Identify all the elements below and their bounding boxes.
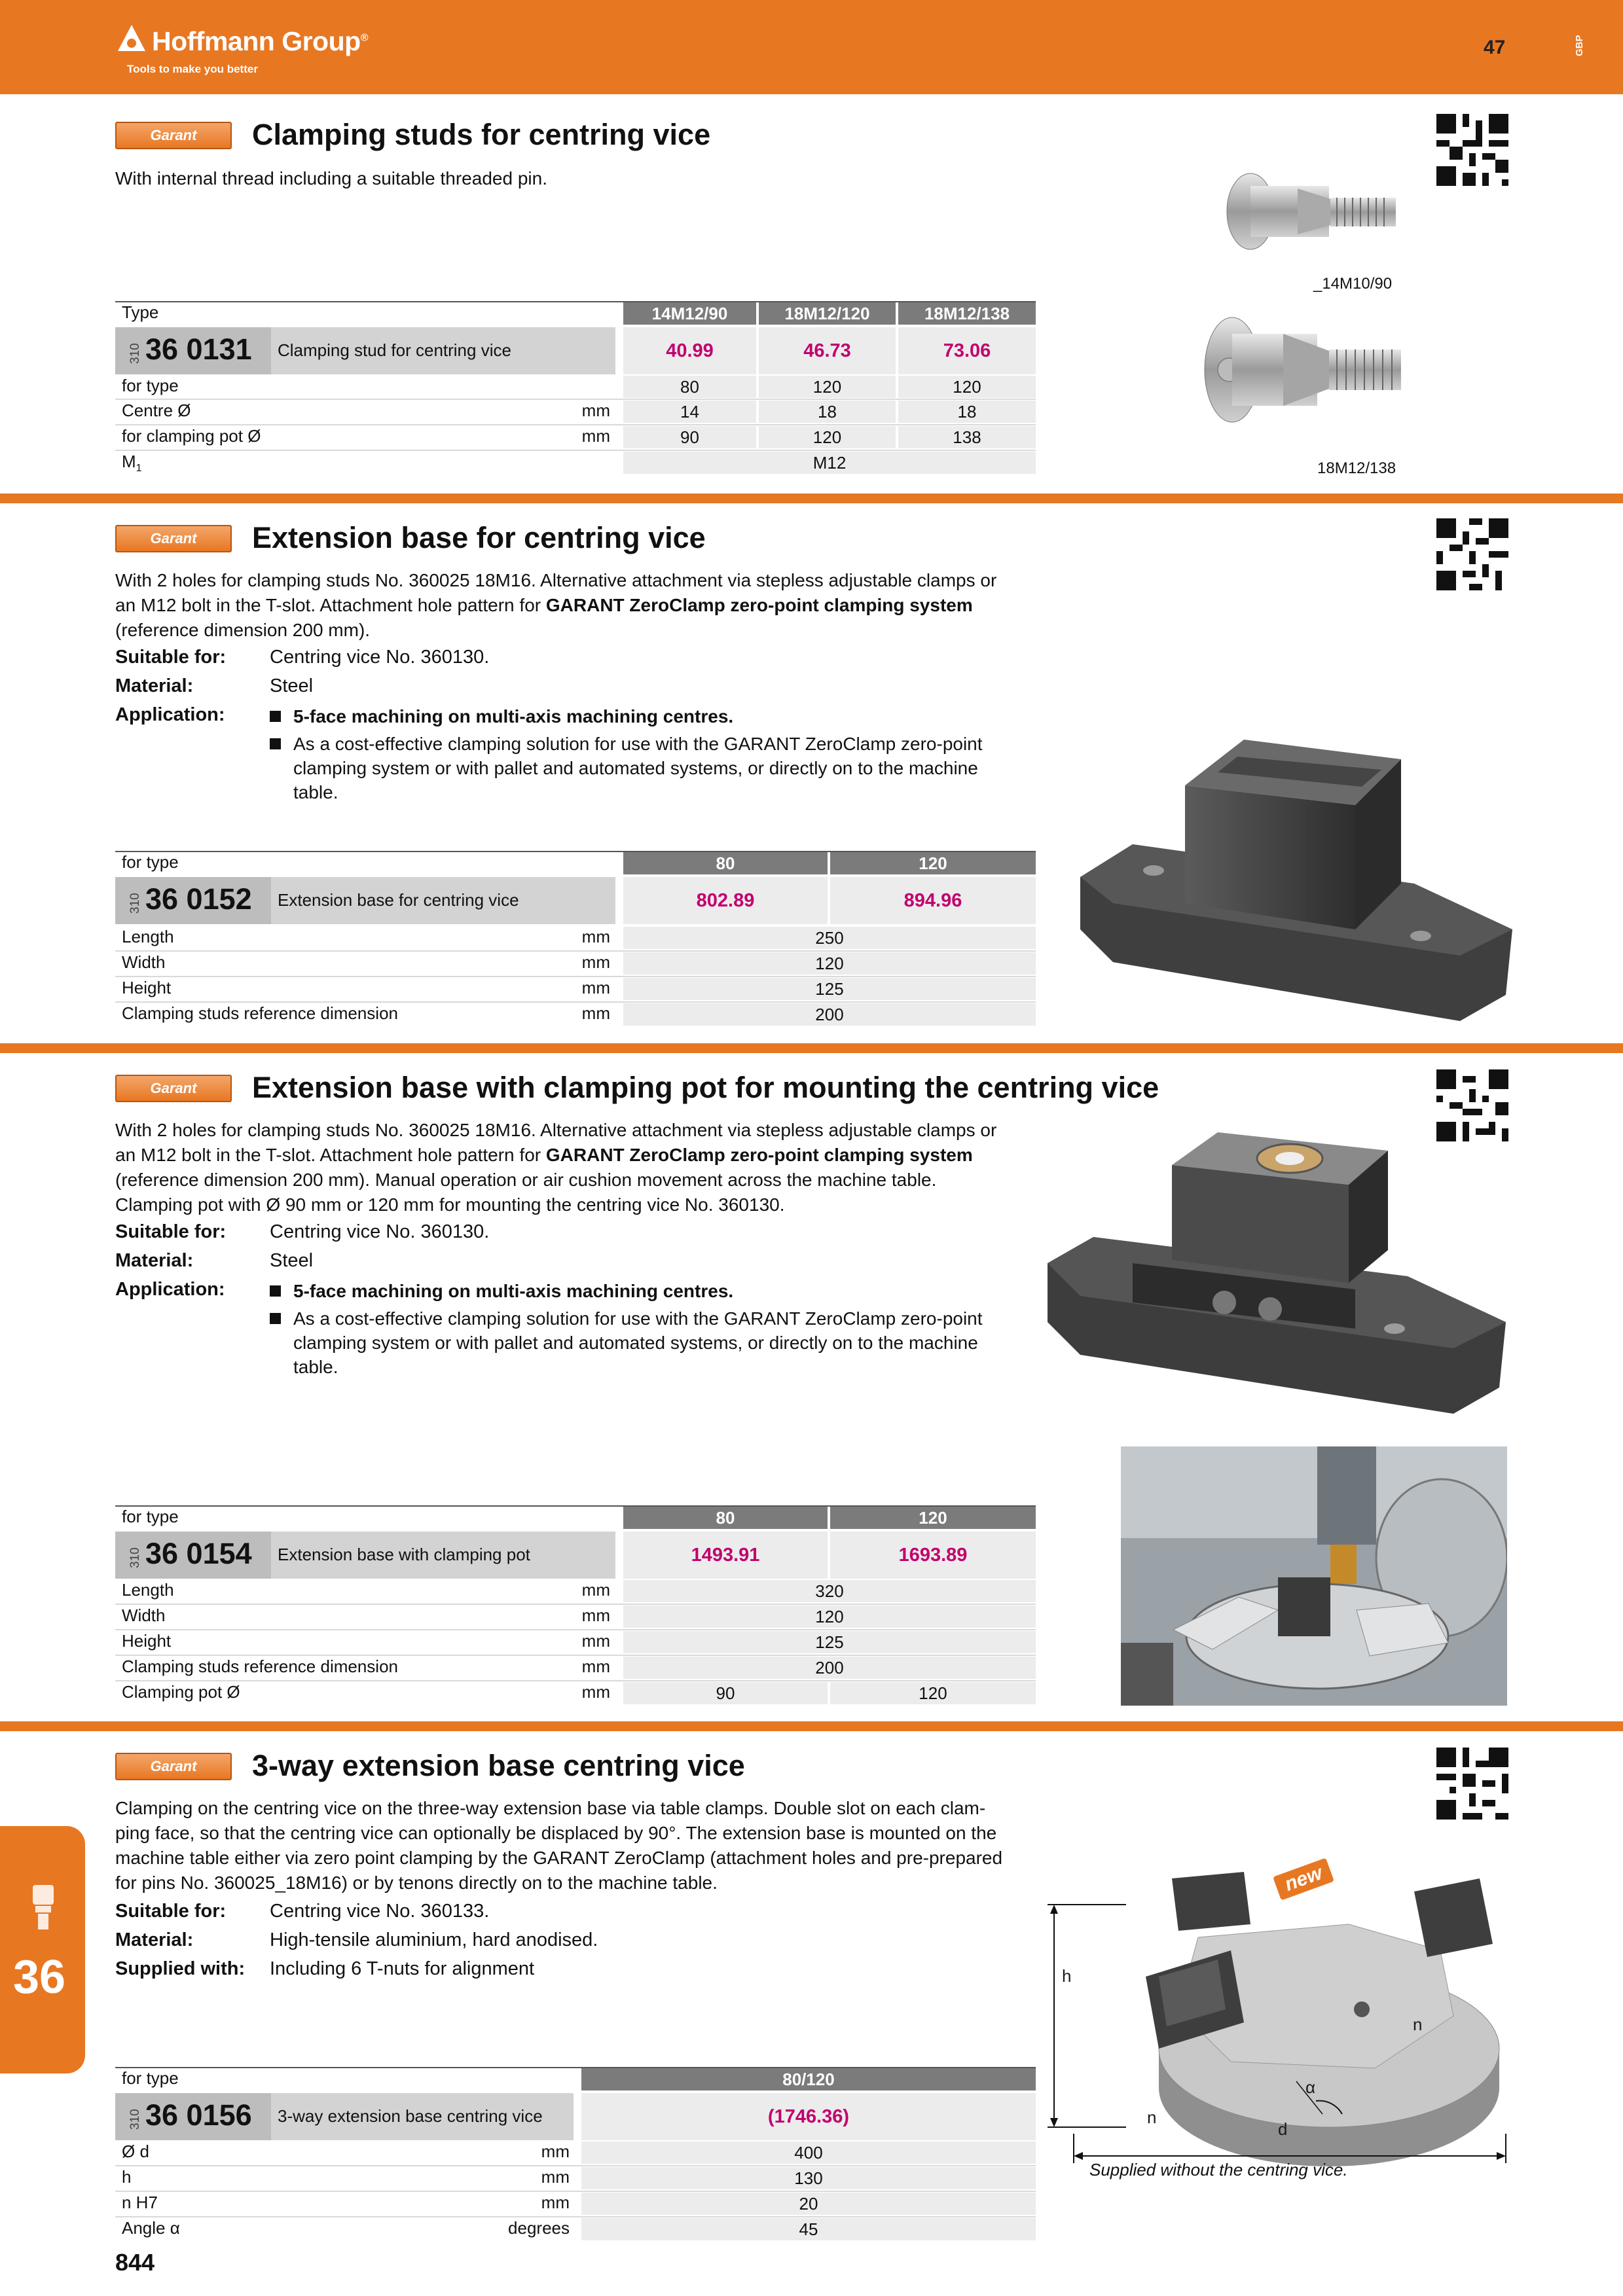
three-way-base-diagram bbox=[1034, 1852, 1519, 2193]
spec-key: Supplied with: bbox=[115, 1958, 246, 1979]
article-prefix: 310 bbox=[128, 2109, 142, 2130]
cell-value: 120 bbox=[898, 376, 1036, 398]
row-label: Height bbox=[122, 1631, 172, 1651]
section-description: With internal thread including a suitable threaded pin. bbox=[115, 168, 547, 188]
row-unit: mm bbox=[581, 1003, 610, 1023]
chapter-tab[interactable] bbox=[0, 1826, 85, 2073]
column-header: 80 bbox=[623, 852, 828, 874]
image-label: _14M10/90 bbox=[1313, 275, 1393, 293]
section-divider bbox=[0, 493, 1623, 503]
spec-value: Steel bbox=[270, 1250, 314, 1271]
row-divider bbox=[115, 399, 1036, 400]
row-label: Height bbox=[122, 978, 172, 997]
footer-page-number: 844 bbox=[115, 2249, 155, 2276]
spec-key: Material: bbox=[115, 675, 194, 696]
cell-value: 400 bbox=[581, 2142, 1036, 2164]
price-cell: 1493.91 bbox=[623, 1532, 828, 1579]
section-title: Clamping studs for centring vice bbox=[252, 118, 711, 151]
table-type-label: for type bbox=[122, 2068, 179, 2088]
table-type-label: Type bbox=[122, 302, 159, 322]
garant-badge: Garant bbox=[115, 1753, 232, 1780]
price-cell: 40.99 bbox=[623, 327, 756, 374]
image-caption: Supplied without the centring vice. bbox=[1089, 2160, 1348, 2179]
row-divider bbox=[115, 976, 1036, 977]
row-unit: mm bbox=[581, 927, 610, 946]
row-label: Clamping studs reference dimension bbox=[122, 1657, 398, 1676]
spec-key: Material: bbox=[115, 1250, 194, 1271]
row-divider bbox=[115, 2165, 1036, 2166]
column-header: 14M12/90 bbox=[623, 302, 756, 325]
cell-value: 45 bbox=[581, 2218, 1036, 2240]
section-description: With 2 holes for clamping studs No. 360025 18M16. Alternative attachment via stepless adjustable clamps or an M12 bolt in the T-slot. Attachment hole pattern for GARANT ZeroClamp zero-point clamping system (reference dimension 200 mm). Manual operation or air cushion movement across the machine table. Clamping pot with Ø 90 mm or 120 mm for mounting the centring vice No. 360130. bbox=[115, 1120, 997, 1215]
cell-value: 125 bbox=[623, 1631, 1036, 1653]
section-title: Extension base for centring vice bbox=[252, 521, 706, 554]
clamping-stud-image bbox=[1198, 308, 1414, 432]
cell-value: 320 bbox=[623, 1580, 1036, 1602]
column-header: 120 bbox=[830, 852, 1036, 874]
row-unit: mm bbox=[581, 426, 610, 446]
cell-value: 90 bbox=[623, 1682, 828, 1704]
dim-label-alpha: α bbox=[1305, 2077, 1316, 2097]
row-label: h bbox=[122, 2167, 132, 2187]
extension-base-clamping-pot-image bbox=[1041, 1113, 1512, 1427]
price-cell: 1693.89 bbox=[830, 1532, 1036, 1579]
row-divider bbox=[115, 450, 1036, 451]
row-divider bbox=[115, 424, 1036, 425]
qr-code-icon[interactable] bbox=[1436, 1748, 1508, 1820]
qr-code-icon[interactable] bbox=[1436, 114, 1508, 186]
row-label: Width bbox=[122, 952, 166, 972]
article-prefix: 310 bbox=[128, 893, 142, 914]
price-cell: 802.89 bbox=[623, 877, 828, 924]
section-description: Clamping on the centring vice on the three-way extension base via table clamps. Double slot on each clam- ping face, so that the centring vice can optionally be displaced by 90°. The extension base is mounted on the machine table either via zero point clamping by the GARANT ZeroClamp (attachment holes and pre-prepared for pins No. 360025_18M16) or by tenons directly on to the machine table. bbox=[115, 1798, 1003, 1893]
row-unit: mm bbox=[541, 2142, 570, 2161]
spec-value: Centring vice No. 360130. bbox=[270, 647, 490, 668]
section-divider bbox=[0, 1721, 1623, 1731]
row-divider bbox=[115, 2191, 1036, 2192]
row-unit: mm bbox=[541, 2193, 570, 2212]
article-description: Clamping stud for centring vice bbox=[278, 340, 511, 360]
bullet-item: As a cost-effective clamping solution for use with the GARANT ZeroClamp zero-point clamping system or with pallet and automated systems, or directly on to the machine table. bbox=[270, 1306, 1042, 1379]
table-type-label: for type bbox=[122, 1507, 179, 1526]
dim-label-n: n bbox=[1413, 2015, 1423, 2034]
row-divider bbox=[115, 1001, 1036, 1003]
cell-value: 90 bbox=[623, 426, 756, 448]
spec-key: Material: bbox=[115, 1929, 194, 1950]
article-description: Extension base for centring vice bbox=[278, 890, 519, 910]
dim-label-d: d bbox=[1278, 2119, 1288, 2139]
row-unit: mm bbox=[541, 2167, 570, 2187]
row-label: Centre Ø bbox=[122, 401, 191, 420]
dim-label-n: n bbox=[1147, 2108, 1157, 2127]
machining-centre-photo bbox=[1121, 1446, 1507, 1706]
row-divider bbox=[115, 1680, 1036, 1681]
column-header: 80 bbox=[623, 1507, 828, 1529]
spec-key: Application: bbox=[115, 704, 225, 725]
spec-value: High-tensile aluminium, hard anodised. bbox=[270, 1929, 598, 1950]
cell-value: 130 bbox=[581, 2167, 1036, 2189]
row-unit: mm bbox=[581, 1605, 610, 1625]
section-divider bbox=[0, 1043, 1623, 1053]
cell-value: 18 bbox=[898, 401, 1036, 423]
cell-value: 200 bbox=[623, 1003, 1036, 1026]
article-prefix: 310 bbox=[128, 343, 142, 364]
brand-name: Hoffmann Group® bbox=[152, 26, 368, 56]
column-header: 18M12/120 bbox=[759, 302, 896, 325]
article-prefix: 310 bbox=[128, 1547, 142, 1568]
column-header: 18M12/138 bbox=[898, 302, 1036, 325]
row-unit: mm bbox=[581, 1631, 610, 1651]
row-label: for clamping pot Ø bbox=[122, 426, 261, 446]
price-cell: 46.73 bbox=[759, 327, 896, 374]
spec-key: Application: bbox=[115, 1279, 225, 1300]
price-cell: (1746.36) bbox=[581, 2093, 1036, 2140]
section-title: Extension base with clamping pot for mounting the centring vice bbox=[252, 1071, 1159, 1104]
row-label: Angle α bbox=[122, 2218, 180, 2238]
spec-key: Suitable for: bbox=[115, 647, 227, 668]
cell-value: 120 bbox=[623, 952, 1036, 975]
cell-value: 250 bbox=[623, 927, 1036, 949]
row-label: n H7 bbox=[122, 2193, 158, 2212]
garant-badge: Garant bbox=[115, 122, 232, 149]
table-type-label: for type bbox=[122, 852, 179, 872]
bullet-item: 5-face machining on multi-axis machining centres. bbox=[270, 1279, 1042, 1303]
cell-value: 80 bbox=[623, 376, 756, 398]
cell-value: 120 bbox=[759, 426, 896, 448]
cell-value: 20 bbox=[581, 2193, 1036, 2215]
section-title: 3-way extension base centring vice bbox=[252, 1749, 745, 1782]
bullet-icon bbox=[270, 1285, 281, 1297]
bullet-icon bbox=[270, 711, 281, 722]
cell-value: 18 bbox=[759, 401, 896, 423]
row-label: Length bbox=[122, 927, 174, 946]
row-label: Length bbox=[122, 1580, 174, 1600]
row-unit: mm bbox=[581, 401, 610, 420]
spec-key: Suitable for: bbox=[115, 1221, 227, 1242]
spec-value: Centring vice No. 360130. bbox=[270, 1221, 490, 1242]
clamping-stud-image bbox=[1219, 169, 1415, 254]
column-header: 80/120 bbox=[581, 2068, 1036, 2090]
spec-value: Centring vice No. 360133. bbox=[270, 1901, 490, 1922]
chuck-icon bbox=[29, 1885, 58, 1931]
bullet-icon bbox=[270, 1313, 281, 1324]
row-label: Clamping studs reference dimension bbox=[122, 1003, 398, 1023]
article-number: 36 0152 bbox=[145, 882, 252, 916]
cell-value: 14 bbox=[623, 401, 756, 423]
row-divider bbox=[115, 950, 1036, 952]
new-badge: new bbox=[1273, 1857, 1334, 1900]
garant-badge: Garant bbox=[115, 525, 232, 552]
bullet-icon bbox=[270, 738, 281, 749]
row-label: Width bbox=[122, 1605, 166, 1625]
cell-value: 125 bbox=[623, 978, 1036, 1000]
row-label: $M_1$ bbox=[122, 452, 142, 475]
row-label: Clamping pot Ø bbox=[122, 1682, 240, 1702]
image-label: 18M12/138 bbox=[1317, 459, 1396, 477]
qr-code-icon[interactable] bbox=[1436, 518, 1508, 590]
row-divider bbox=[115, 1629, 1036, 1630]
article-number: 36 0154 bbox=[145, 1537, 252, 1570]
cell-value: 200 bbox=[623, 1657, 1036, 1679]
spec-value: Including 6 T-nuts for alignment bbox=[270, 1958, 535, 1979]
spec-value: Steel bbox=[270, 675, 314, 696]
row-unit: degrees bbox=[508, 2218, 570, 2238]
chapter-number: 36 bbox=[13, 1951, 66, 2003]
extension-base-image bbox=[1074, 713, 1519, 1028]
article-number: 36 0156 bbox=[145, 2098, 252, 2132]
cell-value: 138 bbox=[898, 426, 1036, 448]
row-divider bbox=[115, 1604, 1036, 1605]
row-divider bbox=[115, 1655, 1036, 1656]
cell-value: M12 bbox=[623, 452, 1036, 474]
row-unit: mm bbox=[581, 1580, 610, 1600]
row-unit: mm bbox=[581, 952, 610, 972]
row-label: Ø d bbox=[122, 2142, 149, 2161]
article-number: 36 0131 bbox=[145, 332, 252, 366]
bullet-item: 5-face machining on multi-axis machining centres. bbox=[270, 704, 1042, 728]
cell-value: 120 bbox=[830, 1682, 1036, 1704]
column-header: 120 bbox=[830, 1507, 1036, 1529]
catalog-page-number: 47 bbox=[1484, 37, 1506, 58]
row-divider bbox=[115, 2216, 1036, 2217]
cell-value: 120 bbox=[623, 1605, 1036, 1628]
brand-tagline: Tools to make you better bbox=[127, 63, 258, 75]
section-description: With 2 holes for clamping studs No. 360025 18M16. Alternative attachment via stepless adjustable clamps or an M12 bolt in the T-slot. Attachment hole pattern for GARANT ZeroClamp zero-point clamping system (reference dimension 200 mm). bbox=[115, 570, 997, 640]
row-label: for type bbox=[122, 376, 179, 395]
garant-badge: Garant bbox=[115, 1075, 232, 1102]
country-code: GBP bbox=[1574, 35, 1585, 56]
bullet-item: As a cost-effective clamping solution for use with the GARANT ZeroClamp zero-point clamping system or with pallet and automated systems, or directly on to the machine table. bbox=[270, 732, 1042, 804]
cell-value: 120 bbox=[759, 376, 896, 398]
row-unit: mm bbox=[581, 978, 610, 997]
hoffmann-logo-icon bbox=[117, 24, 147, 54]
row-unit: mm bbox=[581, 1682, 610, 1702]
price-cell: 894.96 bbox=[830, 877, 1036, 924]
dim-label-h: h bbox=[1062, 1966, 1072, 1986]
spec-key: Suitable for: bbox=[115, 1901, 227, 1922]
article-description: 3-way extension base centring vice bbox=[278, 2106, 543, 2126]
article-description: Extension base with clamping pot bbox=[278, 1545, 530, 1564]
row-unit: mm bbox=[581, 1657, 610, 1676]
price-cell: 73.06 bbox=[898, 327, 1036, 374]
